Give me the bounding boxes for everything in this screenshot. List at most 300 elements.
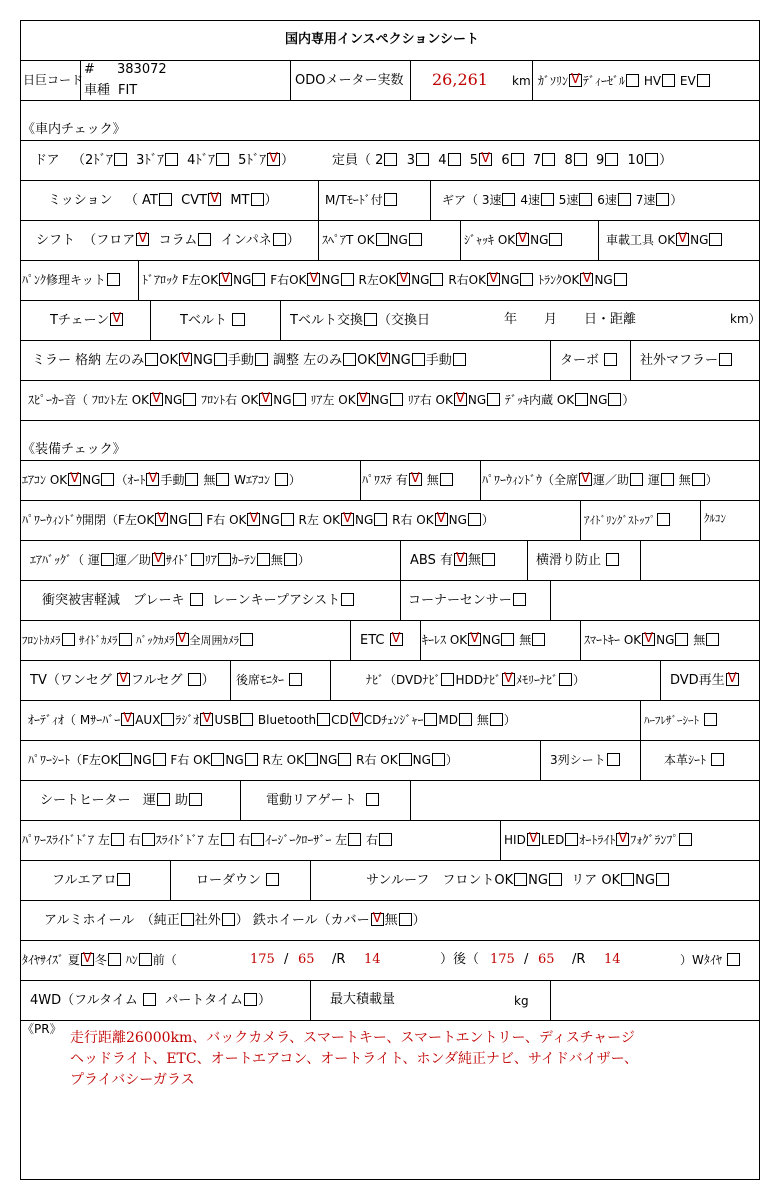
- rearmonitor-checkbox[interactable]: [289, 673, 302, 686]
- cruise-row: [704, 513, 726, 524]
- bluetooth-checkbox[interactable]: [317, 713, 330, 726]
- keyless-ok-checkbox[interactable]: [468, 633, 481, 646]
- ng-label: NG: [448, 513, 467, 527]
- row-divider: [20, 420, 760, 421]
- seatheater-row: [40, 793, 203, 807]
- lanekeep-label: レーンキープアシスト: [211, 593, 341, 608]
- pwo-fr-ok-checkbox[interactable]: [247, 513, 260, 526]
- slide-door-left-checkbox[interactable]: [221, 833, 234, 846]
- powerseat-row: [28, 753, 458, 766]
- ps-rr-ng-checkbox[interactable]: [432, 753, 445, 766]
- gear-3-checkbox[interactable]: [502, 193, 515, 206]
- cruise-label: ｸﾙｺﾝ: [704, 512, 726, 525]
- cap-5-checkbox[interactable]: [479, 153, 492, 166]
- foglamp-label: ﾌｫｸﾞﾗﾝﾌﾟ: [630, 833, 679, 847]
- none-label: 無: [270, 553, 283, 567]
- elec-rear-label: 電動リアゲート: [266, 793, 357, 808]
- ok-label: OK: [289, 273, 307, 287]
- airbag-side-checkbox[interactable]: [191, 553, 204, 566]
- col-divider: [598, 220, 599, 260]
- col-divider: [350, 620, 351, 660]
- airbag-curtain-label: ｶｰﾃﾝ: [231, 553, 256, 567]
- door-3-checkbox[interactable]: [165, 153, 178, 166]
- abs-row: [410, 553, 496, 567]
- ng-label: NG: [635, 873, 655, 888]
- col-divider: [230, 660, 231, 700]
- aux-checkbox[interactable]: [161, 713, 174, 726]
- row-divider: [20, 140, 760, 141]
- sp-rr-ng-checkbox[interactable]: [487, 393, 500, 406]
- usb-checkbox[interactable]: [240, 713, 253, 726]
- memorynavi-checkbox[interactable]: [559, 673, 572, 686]
- col-divider: [410, 780, 411, 820]
- aroundcam-checkbox[interactable]: [240, 633, 253, 646]
- ps-door-label: ﾊﾟﾜｰｽﾗｲﾄﾞﾄﾞｱ 左: [22, 833, 110, 847]
- lock-fr-ok-checkbox[interactable]: [307, 273, 320, 286]
- door-2-checkbox[interactable]: [114, 153, 127, 166]
- easy-closer-left-checkbox[interactable]: [348, 833, 361, 846]
- sp-fl-ng-checkbox[interactable]: [183, 393, 196, 406]
- pw-all-checkbox[interactable]: [579, 473, 592, 486]
- tbelt-swap-label: Tベルト交換: [290, 313, 363, 328]
- equipment-section-heading: 《装備チェック》: [22, 442, 126, 457]
- third-row-checkbox[interactable]: [607, 753, 620, 766]
- ps-rl-label: R左: [262, 753, 283, 767]
- aircon-ok-checkbox[interactable]: [68, 473, 81, 486]
- keyless-ng-checkbox[interactable]: [501, 633, 514, 646]
- lowdown-label: ローダウン: [196, 873, 262, 888]
- col-divider: [330, 660, 331, 700]
- autolight-checkbox[interactable]: [616, 833, 629, 846]
- oneseg-checkbox[interactable]: [117, 673, 130, 686]
- ps-fl-ok-checkbox[interactable]: [119, 753, 132, 766]
- lock-fl-ng-checkbox[interactable]: [252, 273, 265, 286]
- capacity-row: [332, 153, 672, 167]
- elec-rear-row: [266, 793, 380, 807]
- code-prefix: #: [84, 62, 95, 77]
- aircon-none-label: 無: [203, 473, 216, 487]
- tchain-checkbox[interactable]: [110, 313, 123, 326]
- deck-ng-checkbox[interactable]: [608, 393, 621, 406]
- lowdown-checkbox[interactable]: [266, 873, 279, 886]
- light-row: [504, 833, 693, 846]
- code-value: 383072: [117, 62, 167, 77]
- rear-tire-width: 175: [490, 952, 515, 967]
- row-divider: [20, 940, 760, 941]
- autolight-label: ｵｰﾄﾗｲﾄ: [579, 833, 616, 847]
- tools-ok-checkbox[interactable]: [676, 233, 689, 246]
- lock-fl-ok-checkbox[interactable]: [219, 273, 232, 286]
- fuel-row: [538, 74, 711, 87]
- winter-checkbox[interactable]: [108, 953, 121, 966]
- ok-label: OK: [657, 233, 676, 247]
- smartkey-row: [584, 633, 720, 646]
- adjust-manual-checkbox[interactable]: [453, 353, 466, 366]
- tbelt-swap-row: [290, 313, 430, 327]
- ps-fr-ng-checkbox[interactable]: [245, 753, 258, 766]
- trunk-ok-checkbox[interactable]: [580, 273, 593, 286]
- ps-fr-ok-checkbox[interactable]: [211, 753, 224, 766]
- jack-ok-checkbox[interactable]: [516, 233, 529, 246]
- ps-rr-ok-checkbox[interactable]: [399, 753, 412, 766]
- aircon-manual-label: 手動: [160, 473, 185, 487]
- slide-door-right-checkbox[interactable]: [251, 833, 264, 846]
- mserver-checkbox[interactable]: [121, 713, 134, 726]
- spare-ng-checkbox[interactable]: [409, 233, 422, 246]
- day-distance-label: 日・距離: [584, 312, 637, 327]
- fold-ng-checkbox[interactable]: [214, 353, 227, 366]
- airbag-dp-label: 運／助: [114, 553, 151, 567]
- aircon-manual-checkbox[interactable]: [185, 473, 198, 486]
- abs-none-checkbox[interactable]: [482, 553, 495, 566]
- lowdown-row: [196, 873, 280, 887]
- trunk-ng-checkbox[interactable]: [614, 273, 627, 286]
- backcam-label: ﾊﾞｯｸｶﾒﾗ: [136, 634, 175, 647]
- fullseg-checkbox[interactable]: [188, 673, 201, 686]
- maxload-unit: kg: [514, 994, 529, 1008]
- sp-fl-ok-checkbox[interactable]: [150, 393, 163, 406]
- lock-rr-ok-checkbox[interactable]: [487, 273, 500, 286]
- smartkey-none-checkbox[interactable]: [706, 633, 719, 646]
- hid-checkbox[interactable]: [527, 833, 540, 846]
- airbag-dp-checkbox[interactable]: [152, 553, 165, 566]
- ok-label: OK: [286, 753, 304, 767]
- hddnavi-checkbox[interactable]: [502, 673, 515, 686]
- month-label: 月: [544, 312, 558, 327]
- adjust-ok-checkbox[interactable]: [377, 353, 390, 366]
- gear-5-checkbox[interactable]: [579, 193, 592, 206]
- winter-label: 冬: [94, 953, 107, 967]
- aircon-ng-checkbox[interactable]: [101, 473, 114, 486]
- pwo-rr-ng-checkbox[interactable]: [468, 513, 481, 526]
- cdchanger-label: CDﾁｪﾝｼﾞｬｰ: [363, 713, 424, 727]
- airbag-label: ｴｱﾊﾞｯｸﾞ（: [30, 553, 85, 567]
- cornersensor-row: [408, 593, 527, 607]
- instpanel-checkbox[interactable]: [273, 233, 286, 246]
- close-paren: ）: [573, 673, 586, 687]
- ok-label: OK: [338, 393, 356, 407]
- aircon-auto-checkbox[interactable]: [146, 473, 159, 486]
- cap-3-checkbox[interactable]: [416, 153, 429, 166]
- gear-7-checkbox[interactable]: [656, 193, 669, 206]
- turbo-checkbox[interactable]: [604, 353, 617, 366]
- fold-ok-checkbox[interactable]: [179, 353, 192, 366]
- dvdplay-checkbox[interactable]: [726, 673, 739, 686]
- idlestop-checkbox[interactable]: [657, 513, 670, 526]
- fold-manual-checkbox[interactable]: [255, 353, 268, 366]
- cap-8-checkbox[interactable]: [574, 153, 587, 166]
- frontcam-label: ﾌﾛﾝﾄｶﾒﾗ: [22, 634, 61, 647]
- pwo-fr-ng-checkbox[interactable]: [281, 513, 294, 526]
- hid-label: HID: [504, 833, 526, 847]
- ps-rl-ng-checkbox[interactable]: [338, 753, 351, 766]
- tools-ng-checkbox[interactable]: [709, 233, 722, 246]
- row-divider: [20, 300, 760, 301]
- powersteer-yes-checkbox[interactable]: [409, 473, 422, 486]
- sp-fr-label: ﾌﾛﾝﾄ右: [201, 393, 238, 407]
- halfleather-checkbox[interactable]: [704, 713, 717, 726]
- none-label: 無: [519, 633, 532, 647]
- puncture-checkbox[interactable]: [107, 273, 120, 286]
- ok-label: OK: [240, 393, 259, 407]
- jack-ng-checkbox[interactable]: [549, 233, 562, 246]
- fullseg-label: フルセグ: [130, 673, 183, 688]
- rear-tire-rim: 14: [604, 952, 621, 967]
- ng-label: NG: [467, 393, 487, 407]
- powersteer-label: ﾊﾟﾜｽﾃ: [362, 473, 393, 487]
- parttime-checkbox[interactable]: [244, 993, 257, 1006]
- spare-ok-checkbox[interactable]: [376, 233, 389, 246]
- tbelt-checkbox[interactable]: [232, 313, 245, 326]
- etc-row: [360, 633, 404, 647]
- halfleather-row: [644, 713, 718, 726]
- cap-6-checkbox[interactable]: [511, 153, 524, 166]
- powerwindow-label: ﾊﾟﾜｰｳｨﾝﾄﾞｳ（全席: [482, 473, 579, 487]
- fold-left-label: 格納 左のみ: [75, 353, 145, 368]
- doorlock-label: ﾄﾞｱﾛｯｸ: [142, 273, 179, 287]
- ps-rr-label: R右: [356, 753, 377, 767]
- sp-rl-ok-checkbox[interactable]: [357, 393, 370, 406]
- col-divider: [240, 780, 241, 820]
- mt-mode-checkbox[interactable]: [384, 193, 397, 206]
- lock-fr-ng-checkbox[interactable]: [341, 273, 354, 286]
- alloy-aftermarket-checkbox[interactable]: [222, 913, 235, 926]
- waircon-checkbox[interactable]: [275, 473, 288, 486]
- ng-label: NG: [169, 513, 188, 527]
- fuel-hv-checkbox[interactable]: [662, 74, 675, 87]
- radio-checkbox[interactable]: [200, 713, 213, 726]
- smartkey-ok-checkbox[interactable]: [642, 633, 655, 646]
- leather-label: 本革ｼｰﾄ: [664, 753, 707, 767]
- easy-closer-right-checkbox[interactable]: [379, 833, 392, 846]
- lock-rr-ng-checkbox[interactable]: [520, 273, 533, 286]
- pwo-rl-ng-checkbox[interactable]: [374, 513, 387, 526]
- idlestop-row: [584, 513, 671, 526]
- fullaero-row: [52, 873, 131, 887]
- tbelt-label: Tベルト: [180, 313, 227, 328]
- ok-label: OK: [562, 273, 580, 287]
- lock-rl-ok-checkbox[interactable]: [397, 273, 410, 286]
- gear-4-label: 4速: [520, 193, 540, 207]
- backcam-checkbox[interactable]: [176, 633, 189, 646]
- third-row-label: 3列シート: [550, 753, 606, 767]
- heater-driver-checkbox[interactable]: [157, 793, 170, 806]
- col-divider: [420, 620, 421, 660]
- row-divider: [20, 260, 760, 261]
- row-divider: [20, 220, 760, 221]
- fuel-ev-checkbox[interactable]: [697, 74, 710, 87]
- jack-label: ｼﾞｬｯｷ: [464, 233, 495, 247]
- fuel-hv-label: HV: [643, 74, 662, 88]
- cap-9-checkbox[interactable]: [605, 153, 618, 166]
- keyless-label: ｷｰﾚｽ: [422, 633, 447, 647]
- at-checkbox[interactable]: [159, 193, 172, 206]
- leather-checkbox[interactable]: [711, 753, 724, 766]
- mission-label: ミッション: [48, 193, 113, 208]
- airbag-curtain-checkbox[interactable]: [257, 553, 270, 566]
- cap-2-checkbox[interactable]: [384, 153, 397, 166]
- cvt-checkbox[interactable]: [208, 193, 221, 206]
- close-paren: ）: [258, 993, 272, 1008]
- row-divider: [20, 460, 760, 461]
- pwo-fl-ng-checkbox[interactable]: [189, 513, 202, 526]
- shift-row: [36, 233, 300, 247]
- elec-rear-checkbox[interactable]: [366, 793, 379, 806]
- none-label: 無: [693, 633, 706, 647]
- sp-fr-ok-checkbox[interactable]: [259, 393, 272, 406]
- adjust-manual-label: 手動: [425, 353, 452, 368]
- airbag-rear-checkbox[interactable]: [218, 553, 231, 566]
- col-divider: [480, 460, 481, 500]
- column-checkbox[interactable]: [198, 233, 211, 246]
- col-divider: [138, 260, 139, 300]
- gear-6-checkbox[interactable]: [618, 193, 631, 206]
- lock-rl-ng-checkbox[interactable]: [430, 273, 443, 286]
- keyless-row: [422, 633, 546, 646]
- sun-rear-ng-checkbox[interactable]: [656, 873, 669, 886]
- gear-4-checkbox[interactable]: [541, 193, 554, 206]
- col-divider: [400, 540, 401, 580]
- sun-front-ok-checkbox[interactable]: [514, 873, 527, 886]
- summer-checkbox[interactable]: [81, 953, 94, 966]
- adjust-ng-checkbox[interactable]: [412, 353, 425, 366]
- cornersensor-checkbox[interactable]: [513, 593, 526, 606]
- ok-label: OK: [193, 753, 211, 767]
- mt-checkbox[interactable]: [251, 193, 264, 206]
- etc-checkbox[interactable]: [390, 633, 403, 646]
- ng-label: NG: [589, 393, 608, 407]
- heater-passenger-checkbox[interactable]: [189, 793, 202, 806]
- none-label: 無: [476, 713, 489, 727]
- steel-cover-checkbox[interactable]: [371, 913, 384, 926]
- fullaero-checkbox[interactable]: [117, 873, 130, 886]
- pwo-rl-ok-checkbox[interactable]: [341, 513, 354, 526]
- yes-label: 有: [395, 473, 408, 487]
- row-divider: [20, 60, 760, 61]
- steel-none-checkbox[interactable]: [399, 913, 412, 926]
- ps-rl-ok-checkbox[interactable]: [305, 753, 318, 766]
- navi-label: ﾅﾋﾞ（DVDﾅﾋﾞ: [366, 673, 441, 687]
- antiskid-checkbox[interactable]: [606, 553, 619, 566]
- lock-rr-label: R右: [448, 273, 469, 287]
- memorynavi-label: ﾒﾓﾘｰﾅﾋﾞ: [516, 673, 559, 687]
- pwo-rl-label: R左: [298, 513, 319, 527]
- cap-10-checkbox[interactable]: [645, 153, 658, 166]
- pwo-rr-ok-checkbox[interactable]: [435, 513, 448, 526]
- aircon-row: [22, 473, 301, 486]
- led-checkbox[interactable]: [565, 833, 578, 846]
- audio-none-checkbox[interactable]: [490, 713, 503, 726]
- right-label: 右: [128, 833, 141, 847]
- ng-label: NG: [273, 393, 292, 407]
- powersteer-none-checkbox[interactable]: [440, 473, 453, 486]
- led-label: LED: [540, 833, 565, 847]
- collision-checkbox[interactable]: [190, 593, 203, 606]
- tbelt-swap-checkbox[interactable]: [364, 313, 377, 326]
- sidecam-checkbox[interactable]: [119, 633, 132, 646]
- lanekeep-checkbox[interactable]: [341, 593, 354, 606]
- sp-rr-ok-checkbox[interactable]: [454, 393, 467, 406]
- wtire-checkbox[interactable]: [727, 953, 740, 966]
- cap-7-checkbox[interactable]: [542, 153, 555, 166]
- ps-door-right-checkbox[interactable]: [142, 833, 155, 846]
- fulltime-checkbox[interactable]: [143, 993, 156, 1006]
- foglamp-checkbox[interactable]: [679, 833, 692, 846]
- row-divider: [20, 860, 760, 861]
- ng-label: NG: [594, 273, 613, 287]
- sun-rear-ok-checkbox[interactable]: [621, 873, 634, 886]
- muffler-checkbox[interactable]: [719, 353, 732, 366]
- pw-driver-checkbox[interactable]: [661, 473, 674, 486]
- col-divider: [640, 540, 641, 580]
- yes-label: 有: [439, 553, 453, 568]
- airbag-driver-checkbox[interactable]: [101, 553, 114, 566]
- fuel-gas-checkbox[interactable]: [569, 74, 582, 87]
- tchain-label: Tチェーン: [50, 313, 110, 328]
- adjust-left-checkbox[interactable]: [343, 353, 356, 366]
- cd-checkbox[interactable]: [350, 713, 363, 726]
- cdchanger-checkbox[interactable]: [424, 713, 437, 726]
- ps-fl-ng-checkbox[interactable]: [153, 753, 166, 766]
- door-5-checkbox[interactable]: [267, 153, 280, 166]
- sp-rl-ng-checkbox[interactable]: [390, 393, 403, 406]
- frontcam-checkbox[interactable]: [62, 633, 75, 646]
- col-divider: [630, 340, 631, 380]
- floor-checkbox[interactable]: [136, 233, 149, 246]
- pw-none-checkbox[interactable]: [692, 473, 705, 486]
- sp-fr-ng-checkbox[interactable]: [293, 393, 306, 406]
- smartkey-ng-checkbox[interactable]: [675, 633, 688, 646]
- deck-ok-checkbox[interactable]: [575, 393, 588, 406]
- alloy-label: アルミホイール （純正: [44, 913, 180, 928]
- fuel-gas-label: ｶﾞｿﾘﾝ: [538, 74, 569, 88]
- ps-door-left-checkbox[interactable]: [111, 833, 124, 846]
- pwo-fl-ok-checkbox[interactable]: [155, 513, 168, 526]
- door-4-checkbox[interactable]: [216, 153, 229, 166]
- abs-yes-checkbox[interactable]: [454, 553, 467, 566]
- adjust-left-label: 調整 左のみ: [273, 353, 343, 368]
- han-checkbox[interactable]: [139, 953, 152, 966]
- ng-label: NG: [690, 233, 709, 247]
- keyless-none-checkbox[interactable]: [532, 633, 545, 646]
- col-divider: [660, 660, 661, 700]
- lock-fl-label: F左: [181, 273, 201, 287]
- sp-rl-label: ﾘｱ左: [310, 393, 335, 407]
- speaker-row: [28, 393, 634, 406]
- door-2-label: （2ﾄﾞｱ: [72, 153, 113, 168]
- aircon-auto-label: （ｵｰﾄ: [115, 473, 146, 487]
- col-divider: [400, 580, 401, 620]
- dvdnavi-checkbox[interactable]: [441, 673, 454, 686]
- sun-front-ng-checkbox[interactable]: [549, 873, 562, 886]
- mirror-row: [32, 353, 467, 367]
- sp-fl-label: ﾌﾛﾝﾄ左: [91, 393, 128, 407]
- ok-label: OK: [378, 273, 397, 287]
- col-divider: [430, 180, 431, 220]
- fuel-diesel-checkbox[interactable]: [626, 74, 639, 87]
- cap-4-checkbox[interactable]: [448, 153, 461, 166]
- md-checkbox[interactable]: [459, 713, 472, 726]
- ng-label: NG: [193, 353, 213, 368]
- alloy-genuine-checkbox[interactable]: [181, 913, 194, 926]
- capacity-label: 定員（: [332, 153, 372, 168]
- pw-driver-pass-checkbox[interactable]: [630, 473, 643, 486]
- col-divider: [580, 620, 581, 660]
- fold-left-checkbox[interactable]: [145, 353, 158, 366]
- aircon-none-checkbox[interactable]: [216, 473, 229, 486]
- airbag-none-checkbox[interactable]: [284, 553, 297, 566]
- row-divider: [20, 740, 760, 741]
